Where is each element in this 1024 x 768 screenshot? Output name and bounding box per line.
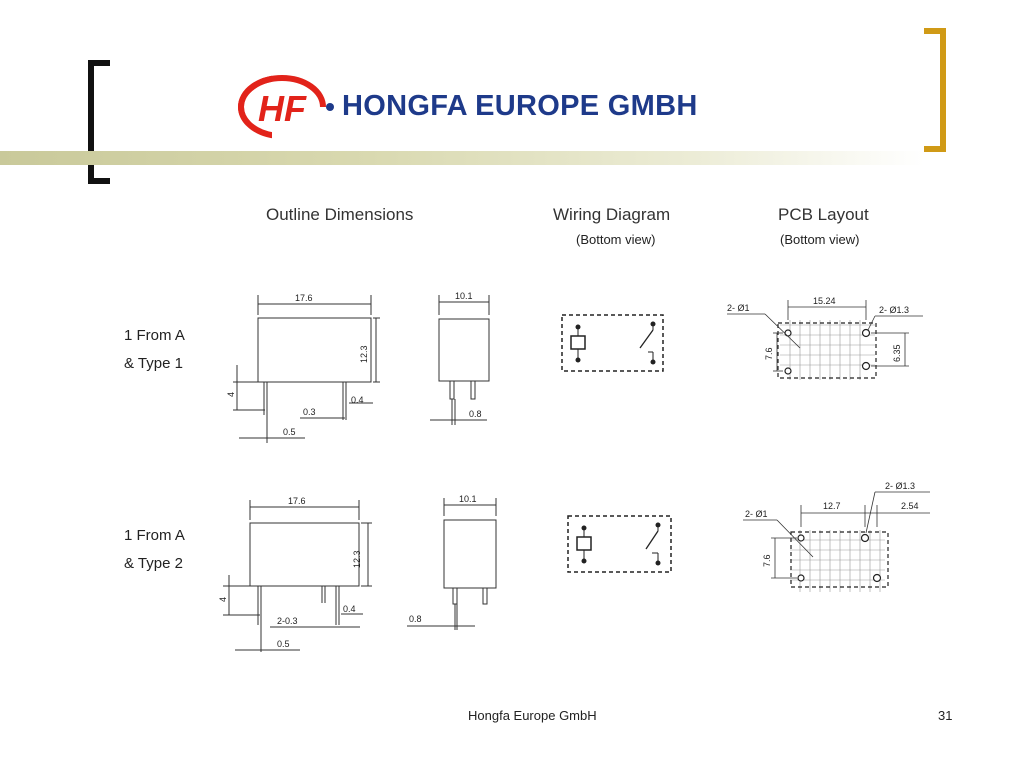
- row1-label-line2: & Type 1: [124, 355, 183, 372]
- svg-text:2.54: 2.54: [901, 501, 919, 511]
- svg-text:0.4: 0.4: [351, 395, 364, 405]
- pcb-layout-heading: PCB Layout: [778, 205, 869, 224]
- svg-text:0.8: 0.8: [409, 614, 422, 624]
- company-name: HONGFA EUROPE GMBH: [342, 90, 698, 122]
- row1-label: [124, 322, 185, 378]
- svg-text:0.4: 0.4: [343, 604, 356, 614]
- svg-text:12.7: 12.7: [823, 501, 841, 511]
- row2-outline-side-diagram: [405, 490, 505, 640]
- left-bracket-decoration: [88, 60, 110, 184]
- pcb-bottom-view: (Bottom view): [780, 232, 860, 247]
- svg-text:7.6: 7.6: [762, 554, 772, 567]
- row2-label: [124, 522, 185, 578]
- svg-text:2- Ø1: 2- Ø1: [745, 509, 768, 519]
- svg-text:6.35: 6.35: [892, 344, 902, 362]
- svg-text:0.3: 0.3: [303, 407, 316, 417]
- svg-text:2- Ø1: 2- Ø1: [727, 303, 750, 313]
- row1-label-line1: 1 From A: [124, 327, 185, 344]
- svg-text:17.6: 17.6: [295, 293, 313, 303]
- svg-text:2- Ø1.3: 2- Ø1.3: [879, 305, 910, 315]
- row1-outline-front-diagram: [225, 285, 385, 445]
- row2-label-line2: & Type 2: [124, 555, 183, 572]
- footer-company: Hongfa Europe GmbH: [468, 708, 597, 723]
- svg-text:12.3: 12.3: [352, 550, 362, 568]
- svg-text:7.6: 7.6: [764, 347, 774, 360]
- svg-text:15.24: 15.24: [813, 296, 836, 306]
- page-number: 31: [938, 708, 953, 723]
- svg-text:12.3: 12.3: [359, 345, 369, 363]
- svg-text:0.5: 0.5: [283, 427, 296, 437]
- svg-text:10.1: 10.1: [455, 291, 473, 301]
- row2-wiring-diagram: [566, 513, 674, 575]
- row2-label-line1: 1 From A: [124, 527, 185, 544]
- svg-text:17.6: 17.6: [288, 496, 306, 506]
- wiring-bottom-view: (Bottom view): [576, 232, 656, 247]
- wiring-diagram-heading: Wiring Diagram: [553, 205, 671, 224]
- row2-pcb-layout-diagram: [725, 475, 940, 595]
- outline-dimensions-heading: Outline Dimensions: [266, 205, 414, 224]
- header-band: [0, 151, 924, 165]
- hf-logo-icon: [238, 74, 338, 140]
- right-bracket-decoration: [924, 28, 946, 152]
- svg-text:0.8: 0.8: [469, 409, 482, 419]
- row1-wiring-diagram: [560, 312, 666, 374]
- svg-text:0.5: 0.5: [277, 639, 290, 649]
- svg-text:2-0.3: 2-0.3: [277, 616, 298, 626]
- row1-pcb-layout-diagram: [725, 290, 935, 390]
- svg-text:10.1: 10.1: [459, 494, 477, 504]
- row2-outline-front-diagram: [215, 490, 380, 660]
- row1-outline-side-diagram: [425, 285, 505, 435]
- svg-text:2- Ø1.3: 2- Ø1.3: [885, 481, 916, 491]
- svg-text:4: 4: [218, 596, 228, 602]
- svg-text:HF: HF: [258, 88, 306, 129]
- svg-text:4: 4: [226, 391, 236, 397]
